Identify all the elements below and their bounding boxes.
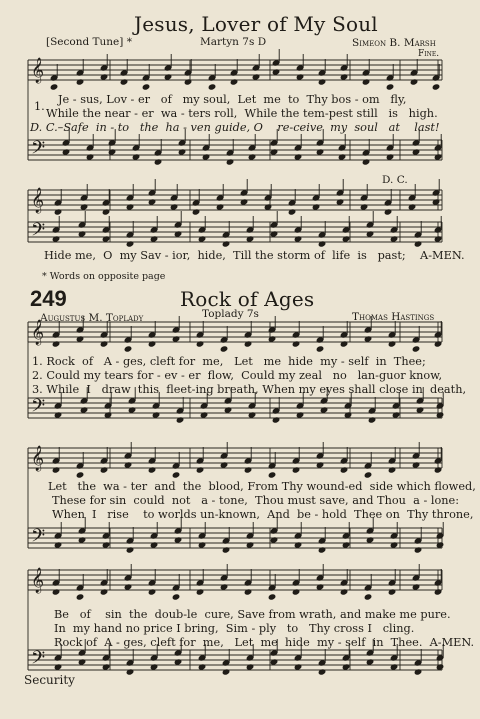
- note-icon: [432, 179, 441, 206]
- note-icon: [268, 316, 277, 343]
- note-icon: [316, 564, 325, 591]
- hymn-2-verse-2-line-1: 2. Could my tears for - ev - er flow, Could my zeal no lan-guor know,: [32, 369, 443, 382]
- note-icon: [192, 189, 201, 216]
- clef-icon: 𝄢: [31, 526, 46, 551]
- note-icon: [246, 522, 255, 549]
- note-icon: [196, 321, 205, 348]
- note-icon: [148, 321, 157, 348]
- clef-icon: 𝄢: [31, 396, 46, 421]
- hymn-1-tune-note: [Second Tune] *: [46, 36, 132, 48]
- hymn-2-verse-1-line-2: Let the wa - ter and the blood, From Thy wound-ed side which flowed,: [48, 480, 476, 493]
- note-icon: [220, 564, 229, 591]
- note-icon: [142, 64, 151, 91]
- hymn-2-composer: Thomas Hastings: [352, 311, 435, 323]
- note-icon: [412, 326, 421, 353]
- note-icon: [434, 216, 443, 243]
- note-icon: [342, 522, 351, 549]
- note-icon: [124, 442, 133, 469]
- note-icon: [296, 54, 305, 81]
- note-icon: [386, 134, 395, 161]
- note-icon: [252, 54, 261, 81]
- note-icon: [172, 452, 181, 479]
- hymn-2-verse-2-line-2: These for sin could not a - tone, Thou must save, and Thou a - lone:: [52, 494, 460, 507]
- note-icon: [208, 64, 217, 91]
- note-icon: [338, 134, 347, 161]
- note-icon: [102, 522, 111, 549]
- note-icon: [318, 527, 327, 554]
- clef-icon: 𝄞: [31, 568, 45, 593]
- note-icon: [54, 189, 63, 216]
- note-icon: [342, 216, 351, 243]
- note-icon: [230, 59, 239, 86]
- note-icon: [414, 527, 423, 554]
- note-icon: [288, 189, 297, 216]
- note-icon: [436, 522, 445, 549]
- hymn-1-composer: Simeon B. Marsh: [352, 37, 436, 49]
- note-icon: [196, 447, 205, 474]
- note-icon: [202, 134, 211, 161]
- note-icon: [226, 139, 235, 166]
- note-icon: [318, 649, 327, 676]
- note-icon: [414, 221, 423, 248]
- clef-icon: 𝄞: [31, 446, 45, 471]
- note-icon: [52, 569, 61, 596]
- note-icon: [222, 527, 231, 554]
- note-icon: [198, 216, 207, 243]
- note-icon: [432, 64, 441, 91]
- note-icon: [362, 59, 371, 86]
- note-icon: [434, 134, 443, 161]
- note-icon: [150, 522, 159, 549]
- note-icon: [148, 569, 157, 596]
- clef-icon: 𝄞: [31, 58, 45, 83]
- note-icon: [148, 179, 157, 206]
- note-icon: [384, 189, 393, 216]
- note-icon: [368, 397, 377, 424]
- hymn-1-meter: Martyn 7s D: [200, 36, 267, 48]
- note-icon: [414, 649, 423, 676]
- note-icon: [390, 522, 399, 549]
- hymn-2-verse-1-line-1: 1. Rock of A - ges, cleft for me, Let me hide my - self in Thee;: [32, 355, 426, 368]
- note-icon: [124, 326, 133, 353]
- note-icon: [174, 211, 183, 238]
- note-icon: [126, 221, 135, 248]
- note-icon: [132, 134, 141, 161]
- hymn-2-verse-3-line-2: When I rise to worlds un-known, And be - hold Thee on Thy throne,: [52, 508, 474, 521]
- hymn-2-verse-3-line-3: Rock of A - ges, cleft for me, Let me hide my - self in Thee. A-MEN.: [54, 636, 475, 649]
- note-icon: [268, 574, 277, 601]
- note-icon: [410, 59, 419, 86]
- note-icon: [78, 211, 87, 238]
- note-icon: [244, 569, 253, 596]
- note-icon: [198, 522, 207, 549]
- note-icon: [312, 184, 321, 211]
- note-icon: [54, 522, 63, 549]
- note-icon: [388, 321, 397, 348]
- note-icon: [102, 216, 111, 243]
- note-icon: [248, 134, 257, 161]
- note-icon: [176, 397, 185, 424]
- note-icon: [388, 447, 397, 474]
- note-icon: [222, 221, 231, 248]
- note-icon: [216, 184, 225, 211]
- note-icon: [268, 452, 277, 479]
- note-icon: [244, 447, 253, 474]
- note-icon: [126, 184, 135, 211]
- clef-icon: 𝄢: [31, 648, 46, 673]
- note-icon: [86, 134, 95, 161]
- note-icon: [52, 321, 61, 348]
- note-icon: [386, 64, 395, 91]
- note-icon: [366, 211, 375, 238]
- note-icon: [316, 442, 325, 469]
- note-icon: [272, 49, 281, 76]
- note-icon: [388, 569, 397, 596]
- note-icon: [100, 447, 109, 474]
- note-icon: [126, 649, 135, 676]
- note-icon: [316, 326, 325, 353]
- note-icon: [150, 216, 159, 243]
- note-icon: [294, 216, 303, 243]
- hymn-1-title: Jesus, Lover of My Soul: [134, 12, 378, 36]
- note-icon: [126, 527, 135, 554]
- note-icon: [364, 574, 373, 601]
- note-icon: [120, 59, 129, 86]
- note-icon: [362, 139, 371, 166]
- note-icon: [264, 184, 273, 211]
- note-icon: [340, 447, 349, 474]
- note-icon: [184, 59, 193, 86]
- hymn-2-author: Augustus M. Toplady: [40, 312, 144, 324]
- note-icon: [270, 211, 279, 238]
- note-icon: [340, 569, 349, 596]
- note-icon: [50, 64, 59, 91]
- note-icon: [272, 397, 281, 424]
- hymn-2-verse-1-line-3: Be of sin the doub-le cure, Save from wrath, and make me pure.: [54, 608, 451, 621]
- note-icon: [76, 59, 85, 86]
- note-icon: [292, 569, 301, 596]
- note-icon: [196, 569, 205, 596]
- note-icon: [170, 184, 179, 211]
- note-icon: [76, 452, 85, 479]
- hymn-1-lyric-line-4: Hide me, O my Sav - ior, hide, Till the storm of life is past; A-MEN.: [44, 249, 465, 262]
- hymn-1-lyric-line-3: D. C.–Safe in - to the ha - ven guide, O re-ceive my soul at last!: [30, 121, 440, 134]
- clef-icon: 𝄞: [31, 188, 45, 213]
- note-icon: [294, 134, 303, 161]
- note-icon: [390, 216, 399, 243]
- note-icon: [364, 452, 373, 479]
- note-icon: [222, 649, 231, 676]
- note-icon: [240, 179, 249, 206]
- note-icon: [318, 59, 327, 86]
- hymn-2-title: Rock of Ages: [180, 287, 315, 311]
- note-icon: [292, 321, 301, 348]
- clef-icon: 𝄢: [31, 220, 46, 245]
- clef-icon: 𝄢: [31, 138, 46, 163]
- tune-name-footer: Security: [24, 673, 75, 687]
- clef-icon: 𝄞: [31, 320, 45, 345]
- note-icon: [52, 447, 61, 474]
- note-icon: [124, 564, 133, 591]
- footnote: * Words on opposite page: [42, 271, 166, 282]
- note-icon: [244, 321, 253, 348]
- note-icon: [294, 522, 303, 549]
- note-icon: [172, 574, 181, 601]
- note-icon: [412, 564, 421, 591]
- note-icon: [100, 54, 109, 81]
- note-icon: [340, 321, 349, 348]
- note-icon: [100, 321, 109, 348]
- note-icon: [80, 184, 89, 211]
- hymn-1-verse-number: 1.: [34, 100, 45, 113]
- note-icon: [340, 54, 349, 81]
- note-icon: [102, 189, 111, 216]
- note-icon: [246, 216, 255, 243]
- hymn-1-lyric-line-2: While the near - er wa - ters roll, While the tem-pest still is high.: [46, 107, 438, 120]
- note-icon: [148, 447, 157, 474]
- hymn-1-lyric-line-1: Je - sus, Lov - er of my soul, Let me to Thy bos - om fly,: [58, 93, 407, 106]
- note-icon: [336, 179, 345, 206]
- hymn-2-meter: Toplady 7s: [202, 308, 259, 320]
- note-icon: [220, 442, 229, 469]
- note-icon: [172, 316, 181, 343]
- note-icon: [412, 442, 421, 469]
- hymn-2-verse-2-line-3: In my hand no price I bring, Sim - ply to Thy cross I cling.: [54, 622, 415, 635]
- note-icon: [164, 54, 173, 81]
- note-icon: [52, 216, 61, 243]
- hymn-2-verse-3-line-1: 3. While I draw this fleet-ing breath, When my eyes shall close in death,: [32, 383, 467, 396]
- note-icon: [408, 184, 417, 211]
- note-icon: [292, 447, 301, 474]
- hymn-1-dc-marker: D. C.: [382, 174, 408, 186]
- note-icon: [220, 326, 229, 353]
- note-icon: [100, 569, 109, 596]
- note-icon: [76, 574, 85, 601]
- note-icon: [360, 184, 369, 211]
- hymn-number: 249: [30, 286, 67, 311]
- hymn-1-fine-marker: Fine.: [418, 49, 440, 59]
- note-icon: [318, 221, 327, 248]
- note-icon: [154, 139, 163, 166]
